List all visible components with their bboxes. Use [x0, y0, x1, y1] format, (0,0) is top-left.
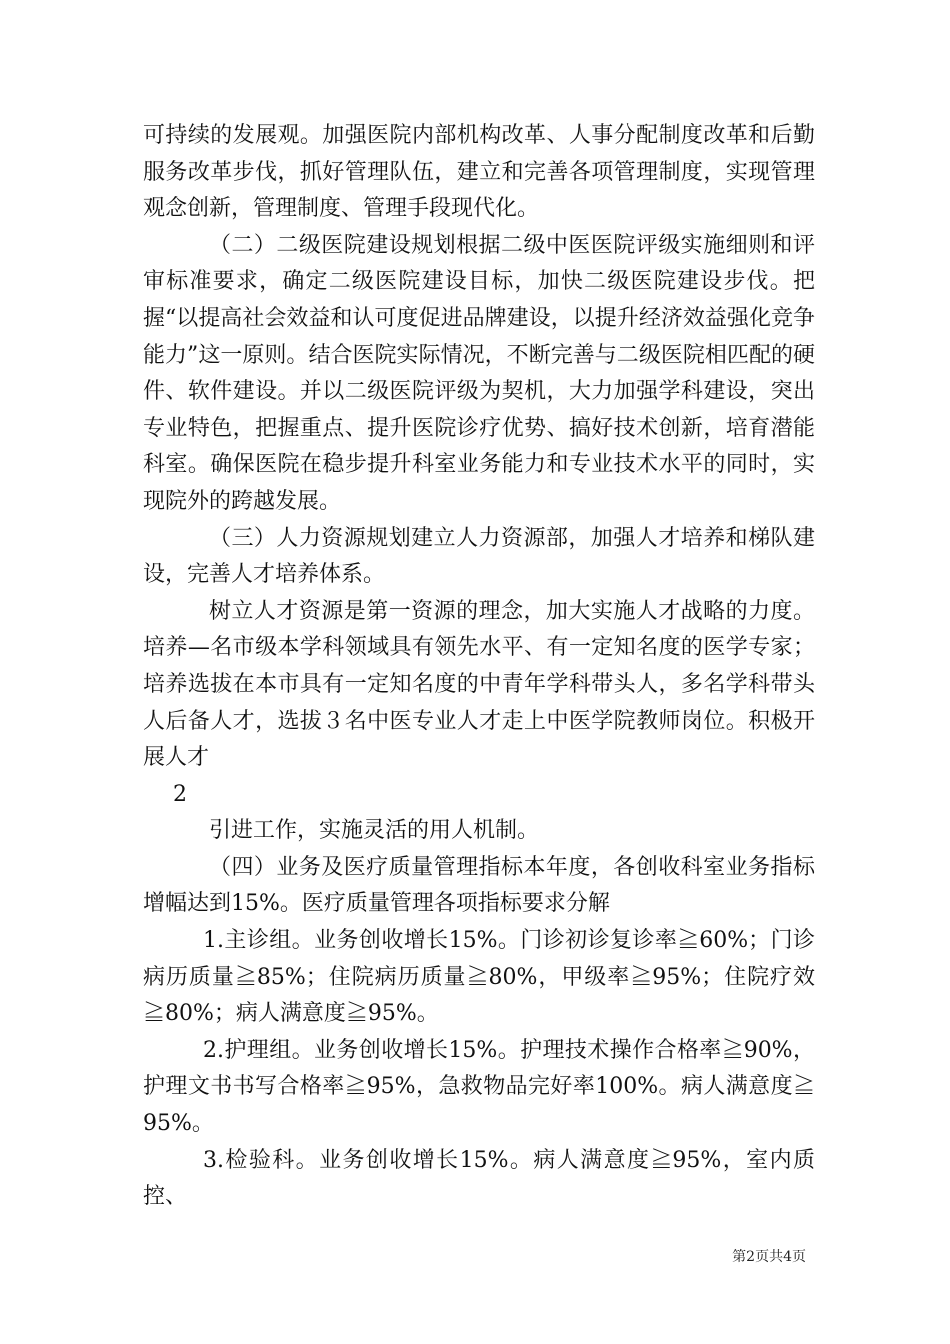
paragraph-sustainable-development: 可持续的发展观。加强医院内部机构改革、人事分配制度改革和后勤服务改革步伐，抓好管理队伍，建立和完善各项管理制度，实现管理观念创新，管理制度、管理手段现代化。 [143, 123, 815, 222]
paragraph-human-resources-plan: （三）人力资源规划建立人力资源部，加强人才培养和梯队建设，完善人才培养体系。 [143, 525, 815, 588]
document-body [143, 118, 815, 1216]
inline-page-number: 2 [173, 781, 187, 807]
paragraph-nursing-group: 2.护理组。业务创收增长15%。护理技术操作合格率≧90%，护理文书书写合格率≧95%，急救物品完好率100%。病人满意度≧95%。 [143, 1037, 815, 1137]
paragraph-diagnosis-group: 1.主诊组。业务创收增长15%。门诊初诊复诊率≧60%；门诊病历质量≧85%；住院病历质量≧80%，甲级率≧95%；住院疗效≧80%；病人满意度≧95%。 [143, 928, 815, 1027]
page-footer: 第2页共4页 [732, 1249, 806, 1265]
paragraph-quality-indicators: （四）业务及医疗质量管理指标本年度，各创收科室业务指标增幅达到15%。医疗质量管理各项指标要求分解 [143, 854, 815, 917]
paragraph-laboratory: 3.检验科。业务创收增长15%。病人满意度≧95%，室内质控、 [143, 1147, 815, 1210]
paragraph-talent-introduction: 引进工作，实施灵活的用人机制。 [209, 818, 540, 844]
paragraph-secondary-hospital-plan: （二）二级医院建设规划根据二级中医医院评级实施细则和评审标准要求，确定二级医院建设目标，加快二级医院建设步伐。把握“以提高社会效益和认可度促进品牌建设，以提升经济效益强化竞争能力”这一原则。结合医院实际情况，不断完善与二级医院相匹配的硬件、软件建设。并以二级医院评级为契机，大力加强学科建设，突出专业特色，把握重点、提升医院诊疗优势、搞好技术创新，培育潜能科室。确保医院在稳步提升科室业务能力和专业技术水平的同时，实现院外的跨越发展。 [143, 232, 815, 514]
paragraph-talent-strategy: 树立人才资源是第一资源的理念，加大实施人才战略的力度。培养—名市级本学科领域具有领先水平、有一定知名度的医学专家；培养选拔在本市具有一定知名度的中青年学科带头人，多名学科带头人后备人才，选拔３名中医专业人才走上中医学院教师岗位。积极开展人才 [143, 598, 815, 771]
